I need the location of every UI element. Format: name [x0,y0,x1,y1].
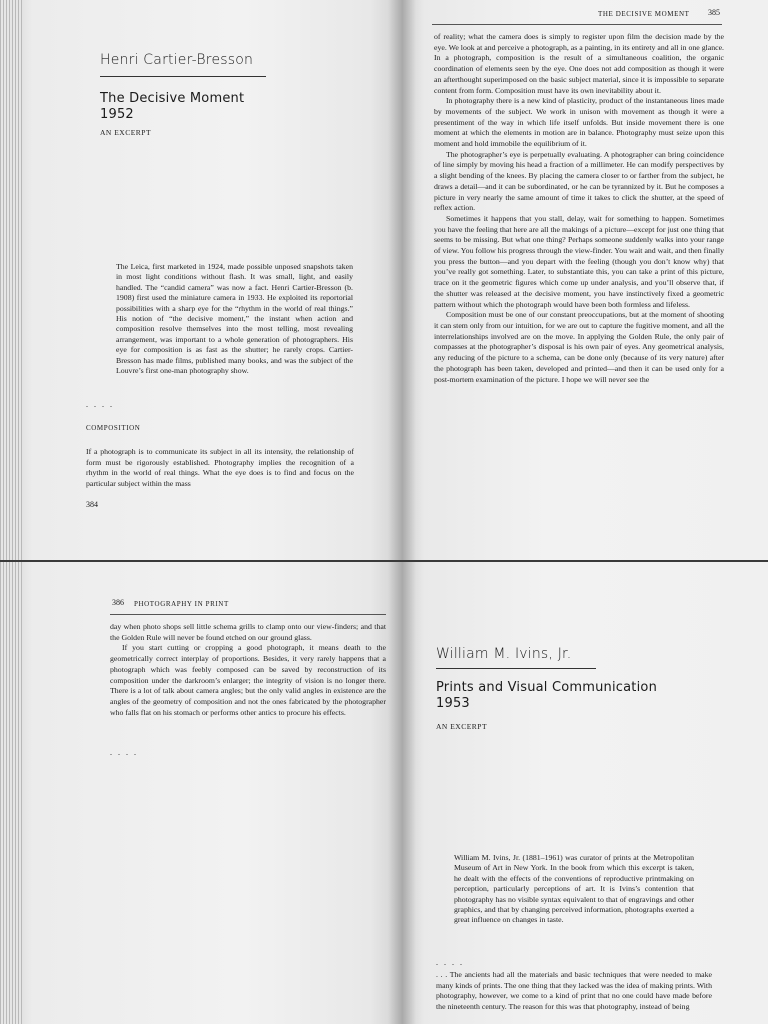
page-number: 384 [86,500,98,509]
author-name: Henri Cartier-Bresson [100,52,254,68]
intro-paragraph [454,853,694,926]
ellipsis-mark: . . . . [110,748,138,757]
body-paragraph: If a photograph is to communicate its subject in all its intensity, the relationship of form must be rigorously established. Photography implies the recognition of a rhythm in the world of real things. What the eye does is to find and focus on the particular subject within the mass [86,447,354,489]
title-text: Prints and Visual Communication [436,680,658,695]
section-heading: COMPOSITION [86,424,141,432]
intro-text: William M. Ivins, Jr. (1881–1961) was curator of prints at the Metropolitan Museum of Art in New York. In the book from which this excerpt is taken, he dealt with the effects of the conventions of reproductive printmaking on perception, particularly perceptions of art. It is Ivins’s contention that photography has no visible syntax equivalent to that of engravings and other graphics, and that by changing perceived information, photographs exerted a great influence on changes in taste. [454,853,694,925]
gutter-shadow [388,562,402,1024]
body-text [436,970,712,1013]
title-text: The Decisive Moment [100,91,245,106]
title-year: 1953 [436,696,470,711]
paragraph: In photography there is a new kind of plasticity, product of the instantaneous lines made by movements of the subject. We work in unison with movement as though it were a presentiment of the way in which life itself unfolds. But inside movement there is one moment at which the elements in motion are in balance. Photography must seize upon this moment and hold immobile the equilibrium of it. [434,96,724,149]
page-385 [402,0,768,560]
body-text [110,622,386,718]
ellipsis-mark: . . . . [436,958,464,967]
excerpt-label: AN EXCERPT [100,128,152,137]
page-number: 386 [112,598,124,607]
ellipsis-mark: . . . . [86,400,114,409]
gutter-shadow [402,562,416,1024]
gutter-shadow [388,0,402,560]
page-edges [0,562,22,1024]
page-386 [0,562,402,1024]
body-text [434,32,724,385]
title-year: 1952 [100,107,134,122]
header-rule [110,614,386,615]
article-title [436,680,657,712]
author-rule [436,668,596,669]
author-name: William M. Ivins, Jr. [436,646,572,662]
page-384 [0,0,402,560]
paragraph: The photographer’s eye is perpetually evaluating. A photographer can bring coincidence of line simply by moving his head a fraction of a millimeter. He can modify perspectives by a slight bending of the knees. By placing the camera closer to or farther from the subject, he draws a detail—and it can be subordinated, or he can be tyrannized by it. But he composes a picture in very nearly the same amount of time it takes to click the shutter, at the speed of reflex action. [434,149,724,213]
author-rule [100,76,266,77]
paragraph: Sometimes it happens that you stall, delay, wait for something to happen. Sometimes you have the feeling that here are all the makings of a picture—except for just one thing that seems to be missing. But what one thing? Perhaps someone suddenly walks into your range of view. You follow his progress through the view-finder. You wait and wait, and then finally you press the button—and you depart with the feeling (though you don’t know why) that you’ve really got something. Later, to substantiate this, you can take a print of this picture, trace on it the geometric figures which come up under analysis, and you’ll observe that, if the shutter was released at the decisive moment, you have instinctively fixed a geometric pattern without which the photograph would have been both formless and lifeless. [434,213,724,309]
body-paragraph: . . . The ancients had all the materials and basic techniques that were needed to make many kinds of prints. The one thing that they lacked was the idea of making prints. With photography, however, we come to a kind of print that no one could have made before the nineteenth century. The reason for this was that photography, instead of being [436,970,712,1012]
paragraph: If you start cutting or cropping a good photograph, it means death to the geometrically correct interplay of proportions. Besides, it very rarely happens that a photograph which was feebly composed can be saved by reconstruction of its composition under the darkroom’s enlarger; the integrity of vision is no longer there. There is a lot of talk about camera angles; but the only valid angles in existence are the angles of the geometry of composition and not the ones fabricated by the photographer who falls flat on his stomach or performs other antics to procure his effects. [110,643,386,717]
page-number: 385 [708,8,720,17]
running-head: THE DECISIVE MOMENT [598,10,690,18]
gutter-shadow [402,0,416,560]
intro-text: The Leica, first marketed in 1924, made possible unposed snapshots taken in most light conditions without flash. It was small, light, and easily handled. The “candid camera” was now a fact. Henri Cartier-Bresson (b. 1908) first used the miniature camera in 1933. He exploited its reportorial possibilities with a sharp eye for the “rhythm in the world of real things.” His notion of “the decisive moment,” the instant when action and composition resolve themselves into the most telling, most revealing arrangement, was important to a whole generation of photographers. His eye for composition is as fast as the shutter; he rarely crops. Cartier-Bresson has made films, published many books, and was the subject of the Louvre’s first one-man photography show. [116,262,353,376]
intro-paragraph [116,262,353,376]
paragraph: of reality; what the camera does is simply to register upon film the decision made by the eye. We look at and perceive a photograph, as a painting, in its entirety and all in one glance. In a photograph, composition is the result of a simultaneous coalition, the organic coordination of elements seen by the eye. One does not add composition as though it were an afterthought superimposed on the basic subject material, since it is impossible to separate content from form. Composition must have its own inevitability about it. [434,32,724,95]
header-rule [432,24,722,25]
page-edges [0,0,22,560]
excerpt-label: AN EXCERPT [436,722,488,731]
running-head: PHOTOGRAPHY IN PRINT [134,600,229,608]
paragraph: Composition must be one of our constant preoccupations, but at the moment of shooting it can stem only from our intuition, for we are out to capture the fugitive moment, and all the interrelationships involved are on the move. In applying the Golden Rule, the only pair of compasses at the photographer’s disposal is his own pair of eyes. Any geometrical analysis, any reducing of the picture to a schema, can be done only (because of its very nature) after the photograph has been taken, developed and printed—and then it can be used only for a post-mortem examination of the picture. I hope we will never see the [434,310,724,384]
article-title [100,91,244,123]
paragraph: day when photo shops sell little schema grills to clamp onto our view-finders; and that the Golden Rule will never be found etched on our ground glass. [110,622,386,642]
page-387 [402,562,768,1024]
body-text [86,447,354,490]
